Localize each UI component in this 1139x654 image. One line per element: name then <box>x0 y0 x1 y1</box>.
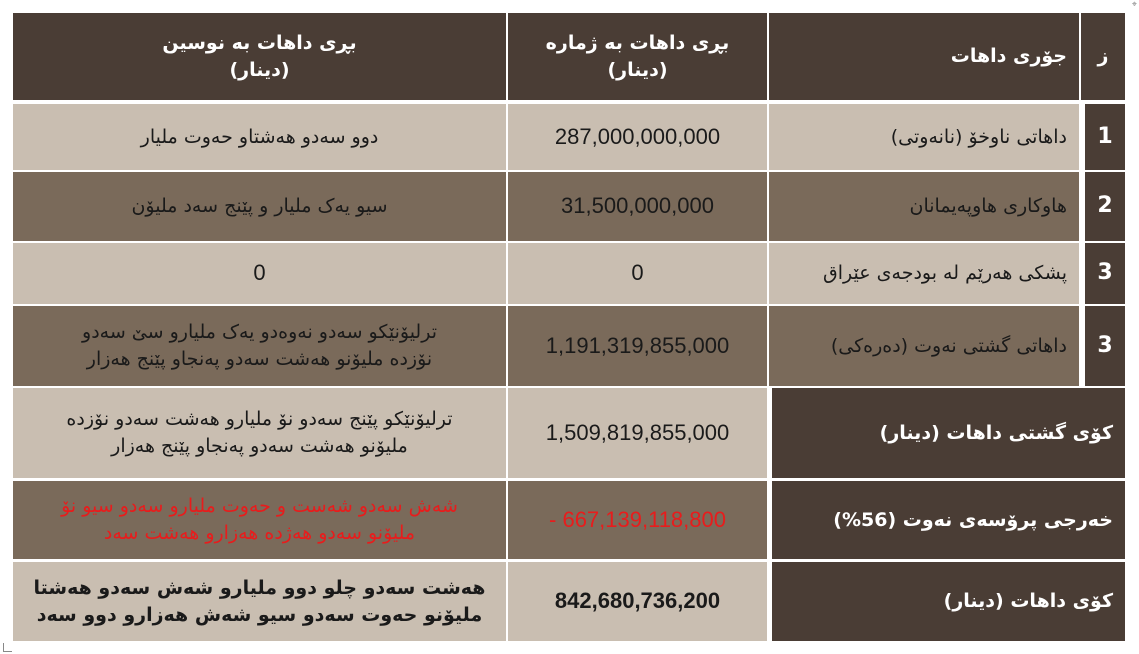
header-z <box>1081 13 1125 100</box>
summary-total-words-line1: ترلیۆنێکو پێنج سەدو نۆ ملیارو هەشت سەدو نۆزدە <box>66 408 453 431</box>
table-anchor-icon: ⌖ <box>1131 0 1137 10</box>
summary-total-words-line2: ملیۆنو هەشت سەدو پەنجاو پێنج هەزار <box>111 435 408 457</box>
summary-net-words-line1: هەشت سەدو چلو دوو ملیارو شەش سەدو هەشتا <box>33 576 486 599</box>
row-2-type <box>769 172 1079 241</box>
summary-net-words-line2: ملیۆنو حەوت سەدو سیو شەش هەزارو دوو سەد <box>36 603 483 626</box>
row-3-type-value: پشکی هەرێم لە بودجەی عێراق <box>823 262 1067 285</box>
summary-expense-number <box>508 481 767 559</box>
summary-total-number <box>508 388 767 478</box>
row-3-number-value: 0 <box>631 260 644 286</box>
header-amount-text-unit: (دینار) <box>229 58 290 81</box>
summary-total-number-value: 1,509,819,855,000 <box>545 419 730 445</box>
summary-expense-words-line1: شەش سەدو شەست و حەوت ملیارو سەدو سیو نۆ <box>61 495 458 518</box>
row-4-words <box>13 306 506 386</box>
row-3-words <box>13 243 506 304</box>
row-1-words <box>13 104 506 170</box>
summary-total-label-text: کۆی گشتی داهات (دینار) <box>879 421 1113 444</box>
header-type-label: جۆری داهات <box>950 45 1067 68</box>
summary-expense-words <box>13 481 506 559</box>
row-1-number-value: 287,000,000,000 <box>554 123 721 149</box>
row-4-words-line1: ترلیۆنێکو سەدو نەوەدو یەک ملیارو سێ سەدو <box>82 321 437 344</box>
summary-total-label <box>772 388 1125 478</box>
row-1-type <box>769 104 1079 170</box>
summary-net-label-text: کۆی داهات (دینار) <box>943 590 1113 613</box>
row-3-words-value: 0 <box>253 260 266 286</box>
corner-marker-icon <box>3 643 12 652</box>
summary-expense-label <box>772 481 1125 559</box>
row-4-number <box>508 306 767 386</box>
header-amount-number <box>508 13 767 100</box>
row-2-number <box>508 172 767 241</box>
row-2-words <box>13 172 506 241</box>
summary-net-number-value: 842,680,736,200 <box>554 588 721 614</box>
row-3-z <box>1085 243 1125 304</box>
summary-net-label <box>772 562 1125 641</box>
row-1-words-value: دوو سەدو هەشتاو حەوت ملیار <box>140 125 379 148</box>
header-amount-number-unit: (دینار) <box>607 58 668 81</box>
row-3-number <box>508 243 767 304</box>
summary-total-words <box>13 388 506 478</box>
summary-expense-label-text: خەرجی پرۆسەی نەوت (56%) <box>833 508 1113 531</box>
summary-expense-words-line2: ملیۆنو سەدو هەژدە هەزارو هەشت سەد <box>103 522 416 544</box>
row-2-number-value: 31,500,000,000 <box>561 193 714 219</box>
row-4-words-line2: نۆزدە ملیۆنو هەشت سەدو پەنجاو پێنج هەزار <box>86 348 433 370</box>
row-2-z-value: 2 <box>1097 193 1113 219</box>
header-amount-text-label: بڕی داهات بە نوسین <box>162 31 357 54</box>
row-1-number <box>508 104 767 170</box>
row-2-words-value: سیو یەک ملیار و پێنج سەد ملیۆن <box>131 195 388 218</box>
row-4-z <box>1085 306 1125 386</box>
header-amount-text <box>13 13 506 100</box>
row-2-type-value: هاوکاری هاوپەیمانان <box>909 195 1067 218</box>
header-amount-number-label: بڕی داهات بە ژمارە <box>545 31 730 54</box>
row-4-z-value: 3 <box>1097 332 1113 358</box>
header-type <box>769 13 1079 100</box>
header-z-label: ز <box>1097 45 1109 68</box>
row-1-z <box>1085 104 1125 170</box>
row-1-z-value: 1 <box>1097 123 1113 149</box>
row-1-type-value: داهاتی ناوخۆ (نانەوتی) <box>890 125 1067 148</box>
row-4-type <box>769 306 1079 386</box>
summary-net-number <box>508 562 767 641</box>
summary-net-words <box>13 562 506 641</box>
row-2-z <box>1085 172 1125 241</box>
row-4-type-value: داهاتی گشتی نەوت (دەرەکی) <box>830 334 1067 357</box>
row-3-type <box>769 243 1079 304</box>
summary-expense-number-value: - 667,139,118,800 <box>549 506 726 532</box>
row-4-number-value: 1,191,319,855,000 <box>545 332 730 358</box>
row-3-z-value: 3 <box>1097 260 1113 286</box>
